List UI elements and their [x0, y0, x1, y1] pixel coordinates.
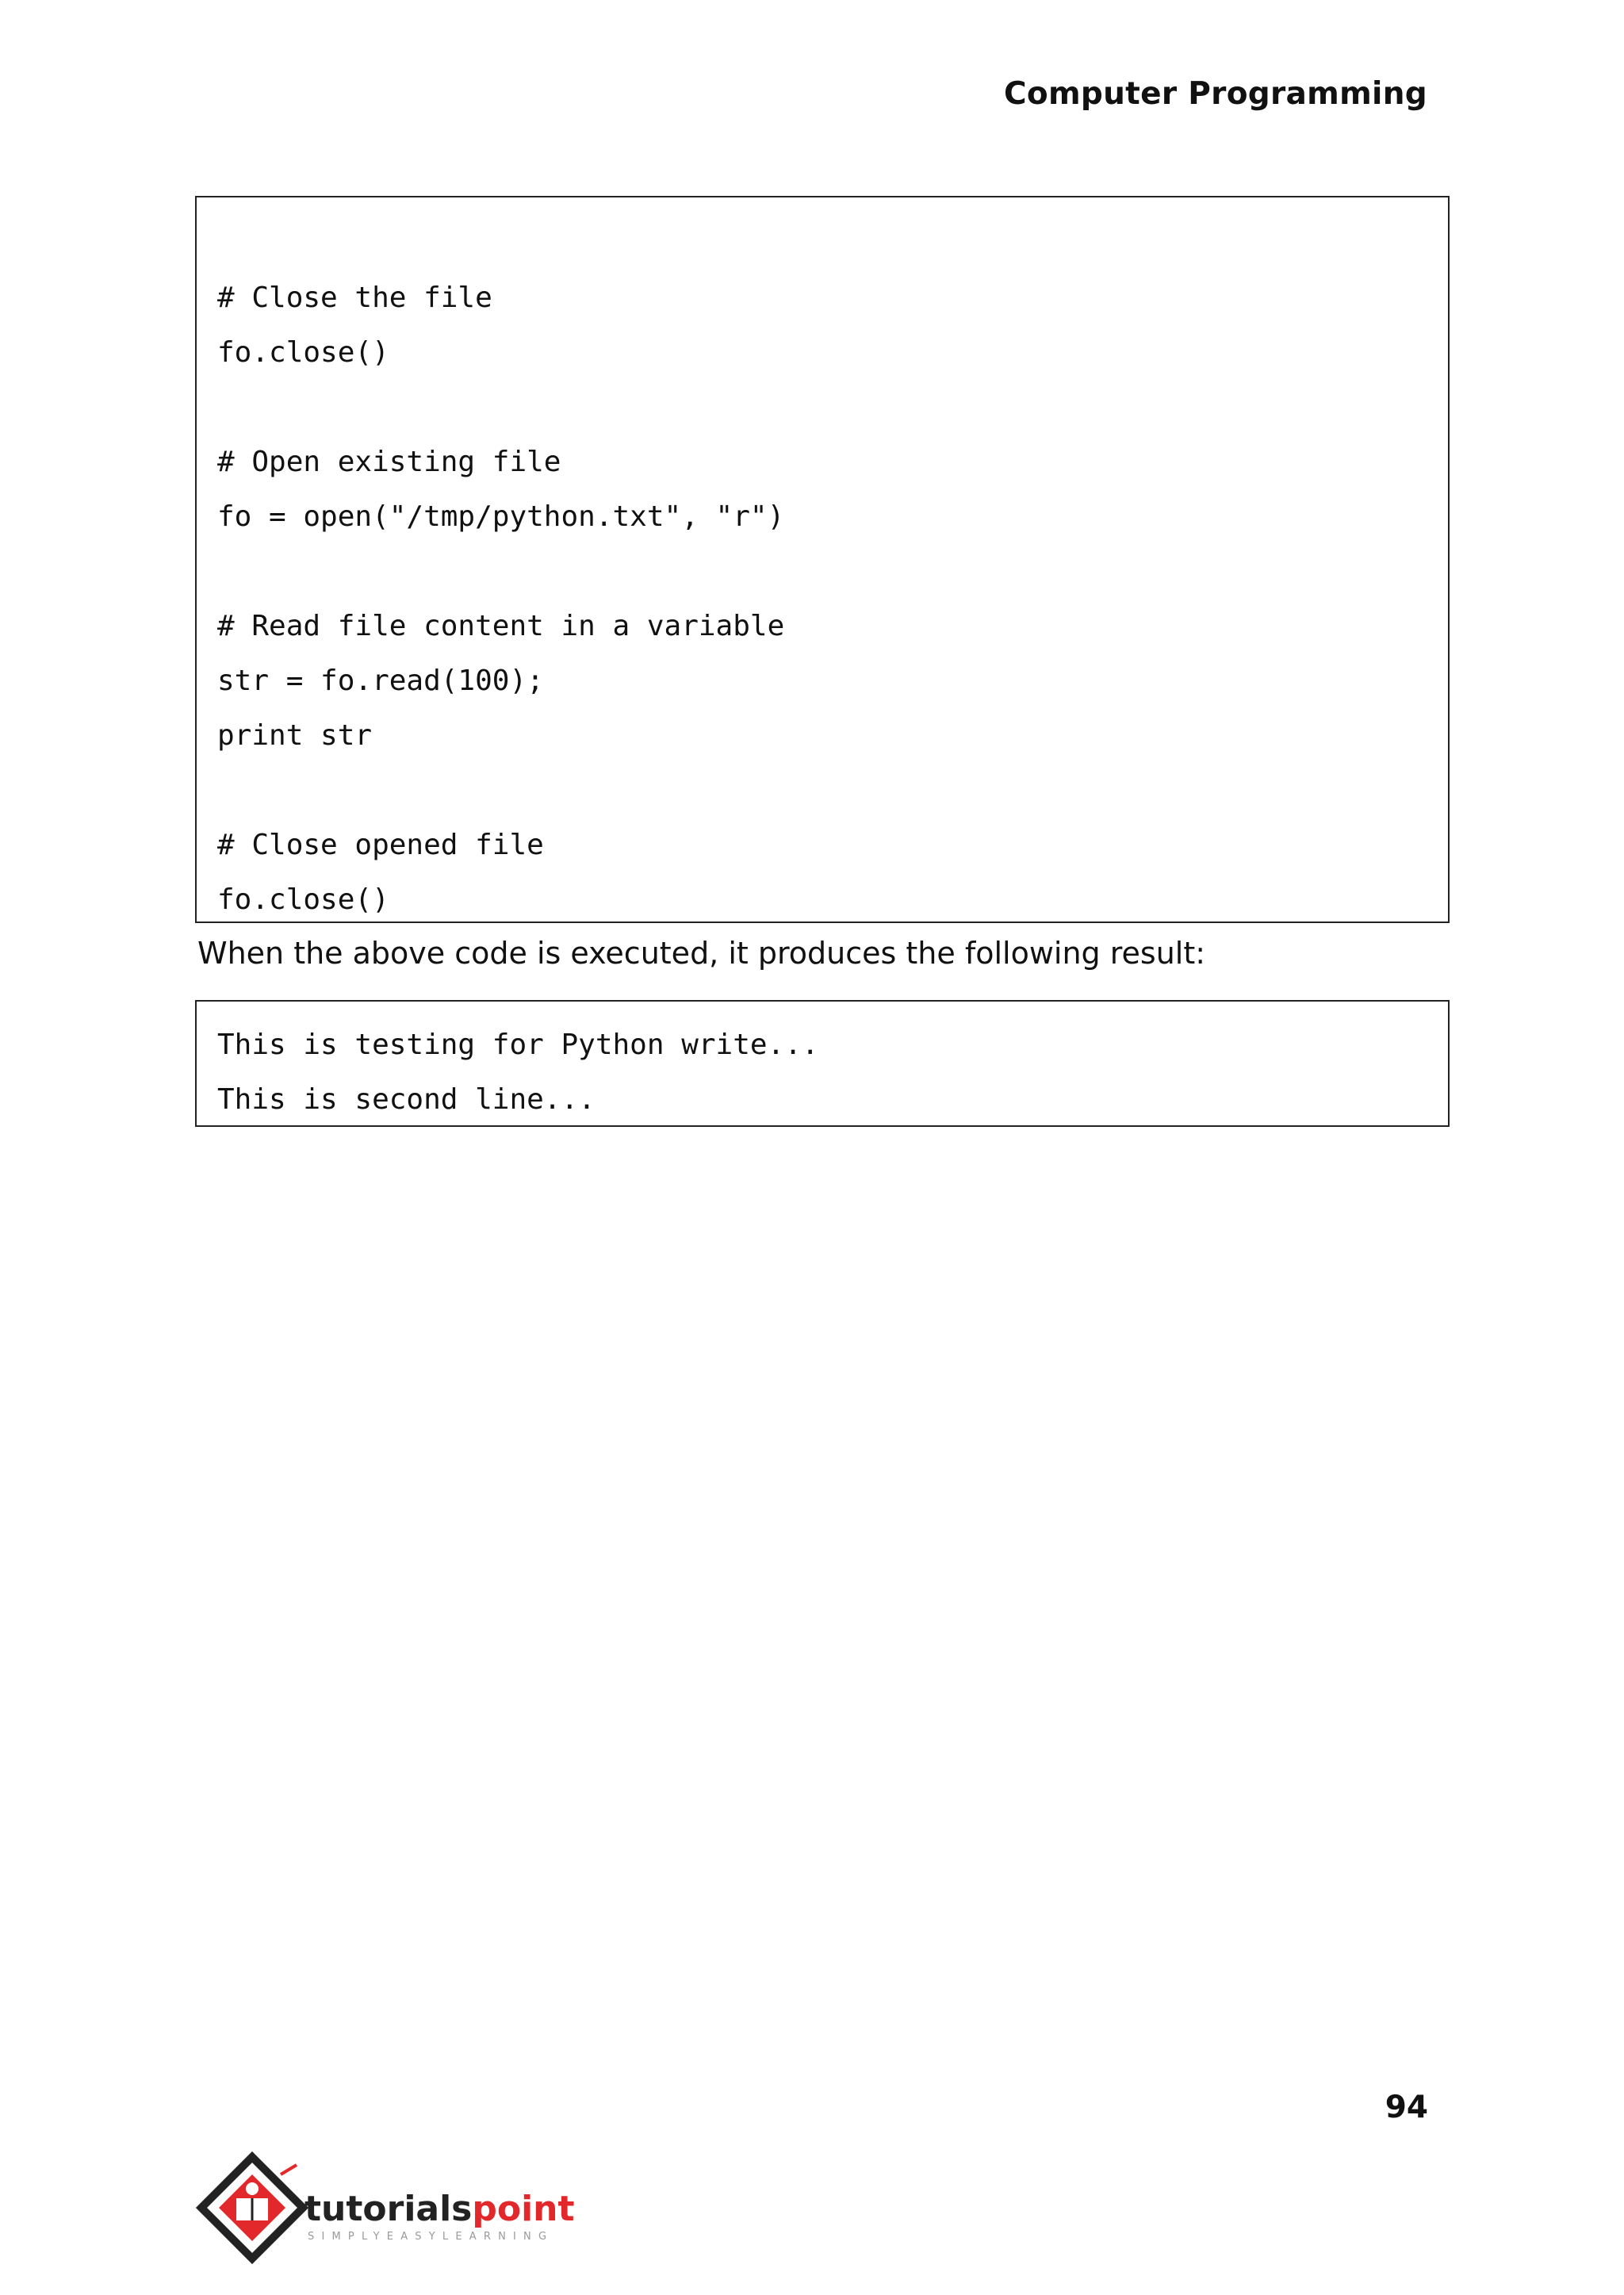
tutorialspoint-logo	[195, 2151, 592, 2270]
code-line	[197, 763, 1448, 818]
code-line	[197, 544, 1448, 599]
running-header: Computer Programming	[1003, 76, 1427, 112]
result-block	[195, 1000, 1450, 1127]
code-line: # Close the file	[217, 282, 492, 314]
code-line: fo.close()	[217, 883, 389, 916]
code-line: fo.close()	[217, 336, 389, 369]
logo-tagline: SIMPLYEASYLEARNING	[308, 2231, 554, 2243]
logo-brand-part1: tutorials	[304, 2189, 473, 2229]
code-line: # Open existing file	[217, 446, 561, 478]
result-line: This is second line...	[217, 1083, 596, 1116]
logo-diamond-icon	[201, 2157, 303, 2259]
code-line: str = fo.read(100);	[217, 665, 544, 697]
svg-text:tutorialspoint	[304, 2189, 575, 2229]
code-line	[197, 380, 1448, 435]
logo-brand-part2: point	[472, 2189, 575, 2229]
code-block	[195, 196, 1450, 923]
code-line: print str	[217, 719, 373, 752]
code-line: fo = open("/tmp/python.txt", "r")	[217, 500, 785, 533]
code-line: # Read file content in a variable	[217, 610, 785, 642]
page-number: 94	[1385, 2090, 1428, 2125]
result-line: This is testing for Python write...	[217, 1029, 819, 1061]
code-line: # Close opened file	[217, 829, 544, 861]
body-paragraph: When the above code is executed, it produces the following result:	[197, 936, 1206, 971]
